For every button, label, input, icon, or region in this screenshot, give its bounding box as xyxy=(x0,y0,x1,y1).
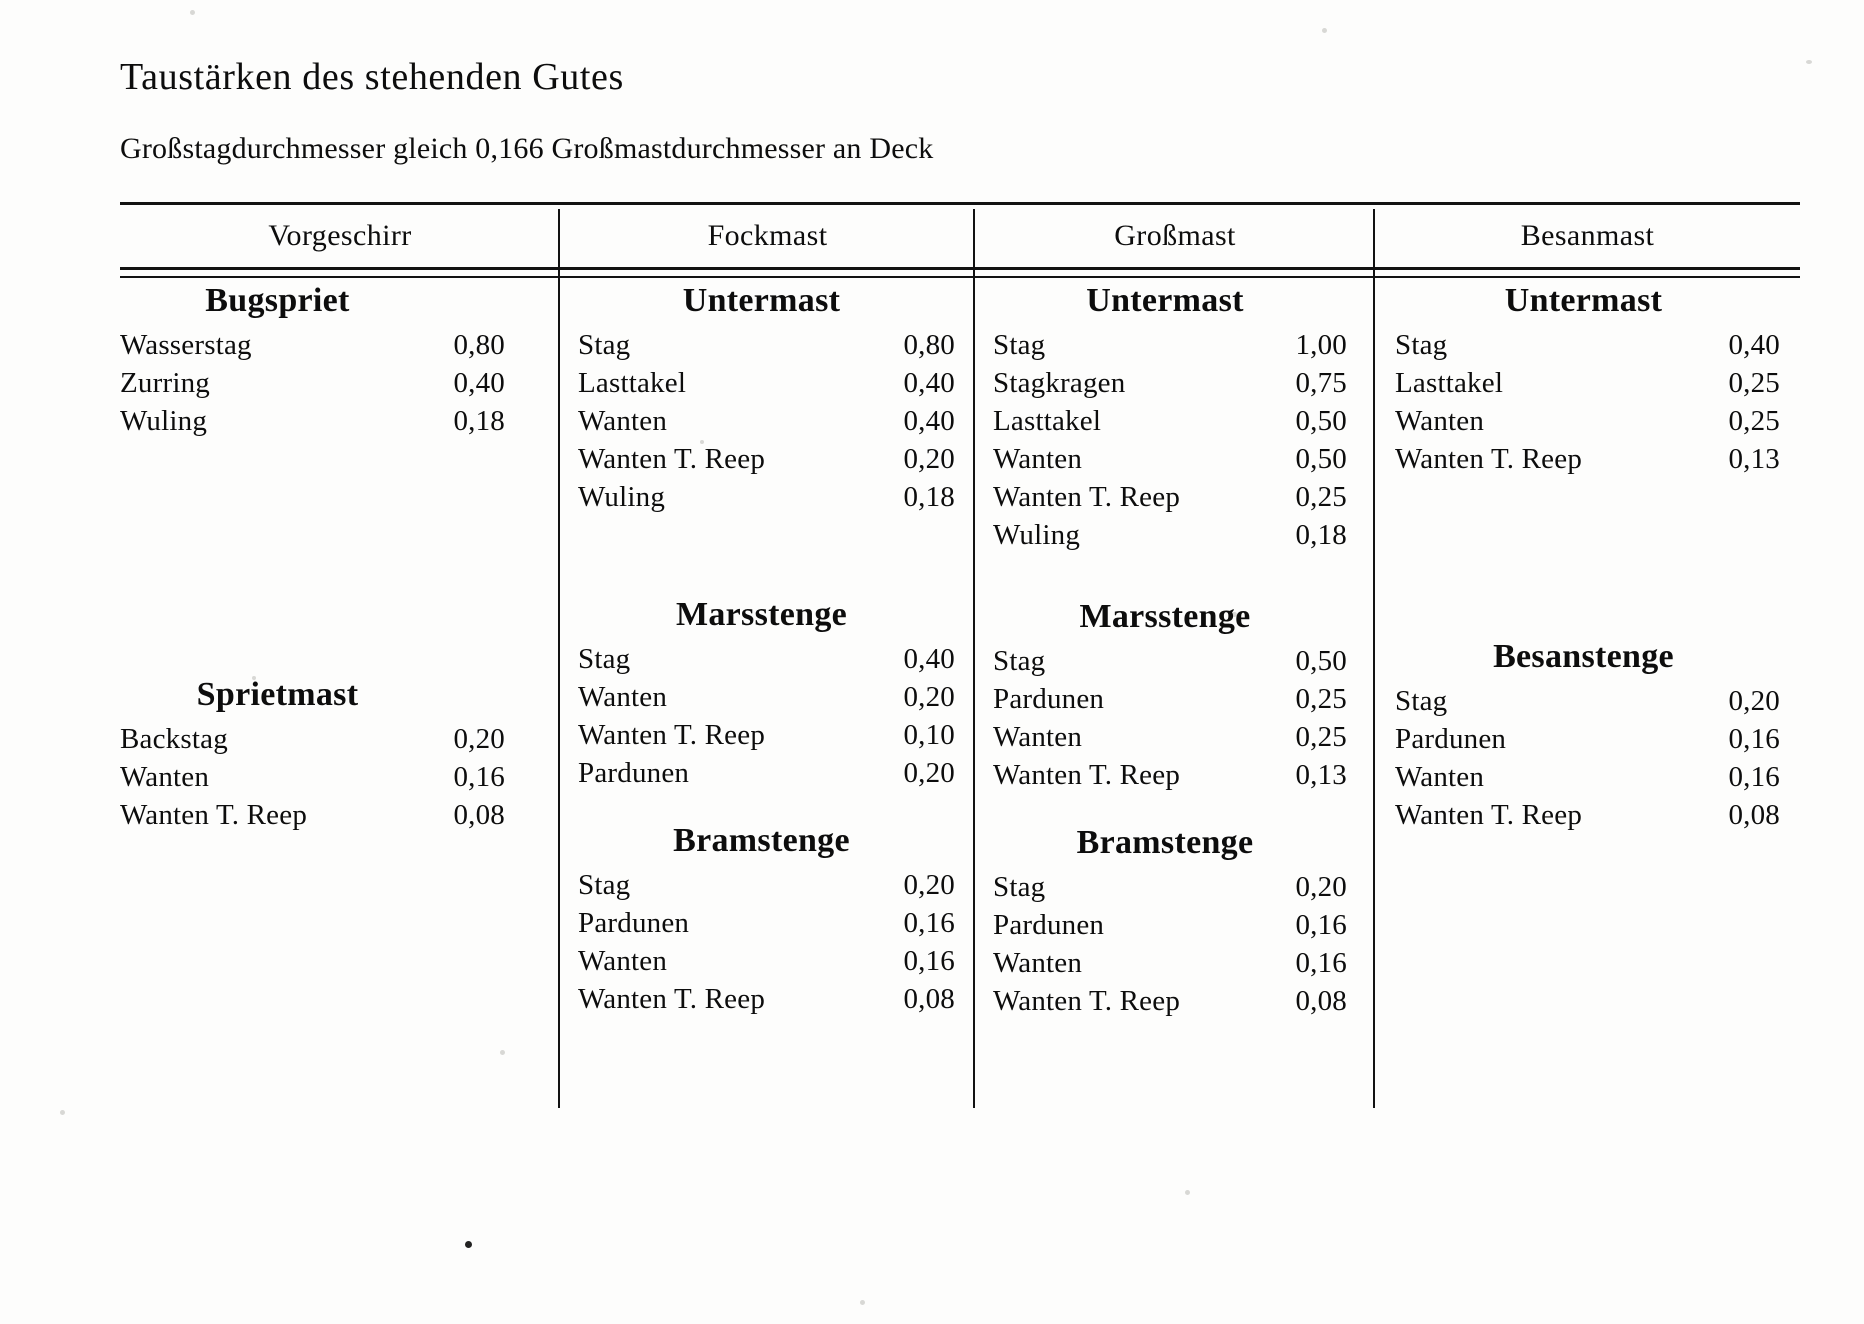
table-row: Wuling 0,18 xyxy=(120,405,505,437)
scan-speck xyxy=(465,1241,472,1248)
table-body xyxy=(120,278,1800,1138)
table-column-fockmast xyxy=(560,278,975,1138)
table-row: Pardunen 0,25 xyxy=(993,683,1347,715)
table-row: Wanten T. Reep 0,13 xyxy=(1395,443,1780,475)
table-row: Wanten T. Reep 0,08 xyxy=(120,799,505,831)
group-spacer xyxy=(993,554,1347,594)
table-header-rule xyxy=(120,267,1800,278)
group-sprietmast: Sprietmast Backstag 0,20 Wanten 0,16 Wanten T. Reep 0,08 xyxy=(120,676,505,834)
scan-speck xyxy=(860,1300,865,1305)
table-column-grossmast xyxy=(975,278,1375,1138)
group-besan-untermast: Untermast Stag 0,40 Lasttakel 0,25 Wanten 0,25 Wanten T. Reep 0,13 xyxy=(1395,282,1780,478)
table-row: Wanten 0,25 xyxy=(1395,405,1780,437)
table-row: Wanten 0,16 xyxy=(578,945,955,977)
group-fock-marsstenge: Marsstenge Stag 0,40 Wanten 0,20 Wanten T. Reep 0,10 Pardunen 0,20 xyxy=(578,596,955,792)
page-title: Taustärken des stehenden Gutes xyxy=(120,56,624,98)
group-spacer xyxy=(993,794,1347,820)
group-gross-marsstenge: Marsstenge Stag 0,50 Pardunen 0,25 Wanten 0,25 Wanten T. Reep 0,13 xyxy=(993,598,1347,794)
table-row: Wasserstag 0,80 xyxy=(120,329,505,361)
table-row: Pardunen 0,16 xyxy=(1395,723,1780,755)
table-row: Wanten T. Reep 0,08 xyxy=(1395,799,1780,831)
table-row: Zurring 0,40 xyxy=(120,367,505,399)
scan-speck xyxy=(1806,60,1812,64)
table-row: Wanten 0,20 xyxy=(578,681,955,713)
table-row: Stag 0,50 xyxy=(993,645,1347,677)
table-row: Stag 0,20 xyxy=(1395,685,1780,717)
table-row: Pardunen 0,16 xyxy=(993,909,1347,941)
table-row: Wanten 0,50 xyxy=(993,443,1347,475)
table-row: Lasttakel 0,50 xyxy=(993,405,1347,437)
table-row: Wanten T. Reep 0,25 xyxy=(993,481,1347,513)
table-header-cell-besanmast: Besanmast xyxy=(1520,219,1655,252)
scan-speck xyxy=(1185,1190,1190,1195)
group-bugspriet: Bugspriet Wasserstag 0,80 Zurring 0,40 Wuling 0,18 xyxy=(120,282,505,440)
group-fock-bramstenge: Bramstenge Stag 0,20 Pardunen 0,16 Wanten 0,16 Wanten T. Reep 0,08 xyxy=(578,822,955,1018)
table-row: Wanten 0,16 xyxy=(1395,761,1780,793)
table-row: Wanten 0,16 xyxy=(120,761,505,793)
group-spacer xyxy=(578,516,955,592)
group-spacer xyxy=(578,792,955,818)
table-row: Wanten 0,25 xyxy=(993,721,1347,753)
table-header-cell-vorgeschirr: Vorgeschirr xyxy=(120,219,560,253)
table-row: Wuling 0,18 xyxy=(993,519,1347,551)
table-column-vorgeschirr xyxy=(120,278,560,1138)
group-gross-bramstenge: Bramstenge Stag 0,20 Pardunen 0,16 Wanten 0,16 Wanten T. Reep 0,08 xyxy=(993,824,1347,1020)
table-row: Stag 0,80 xyxy=(578,329,955,361)
scan-speck xyxy=(60,1110,65,1115)
table-row: Wanten T. Reep 0,10 xyxy=(578,719,955,751)
table-row: Pardunen 0,20 xyxy=(578,757,955,789)
scan-speck xyxy=(190,10,195,15)
table-header-cell-fockmast: Fockmast xyxy=(560,219,975,253)
group-spacer xyxy=(1395,478,1780,634)
group-besanstenge: Besanstenge Stag 0,20 Pardunen 0,16 Wanten 0,16 Wanten T. Reep 0,08 xyxy=(1395,638,1780,834)
table-row: Stag 0,20 xyxy=(993,871,1347,903)
table-row: Stag 0,40 xyxy=(1395,329,1780,361)
rigging-table xyxy=(120,202,1800,1138)
table-row: Stag 1,00 xyxy=(993,329,1347,361)
table-row: Wanten 0,40 xyxy=(578,405,955,437)
group-spacer xyxy=(120,440,505,672)
group-gross-untermast: Untermast Stag 1,00 Stagkragen 0,75 Lasttakel 0,50 Wanten 0,50 Wanten T. Reep 0,25 Wuling 0,18 xyxy=(993,282,1347,554)
table-row: Stag 0,40 xyxy=(578,643,955,675)
table-header-cell-grossmast: Großmast xyxy=(975,219,1375,253)
group-fock-untermast: Untermast Stag 0,80 Lasttakel 0,40 Wanten 0,40 Wanten T. Reep 0,20 Wuling 0,18 xyxy=(578,282,955,516)
table-row: Wanten T. Reep 0,08 xyxy=(993,985,1347,1017)
table-header-row xyxy=(120,205,1800,267)
page-subtitle: Großstagdurchmesser gleich 0,166 Großmastdurchmesser an Deck xyxy=(120,132,934,165)
table-row: Pardunen 0,16 xyxy=(578,907,955,939)
table-row: Stag 0,20 xyxy=(578,869,955,901)
table-row: Backstag 0,20 xyxy=(120,723,505,755)
table-row: Wanten 0,16 xyxy=(993,947,1347,979)
table-column-besanmast xyxy=(1375,278,1800,1138)
table-row: Wanten T. Reep 0,20 xyxy=(578,443,955,475)
table-row: Lasttakel 0,40 xyxy=(578,367,955,399)
scan-speck xyxy=(1322,28,1327,33)
table-row: Wanten T. Reep 0,13 xyxy=(993,759,1347,791)
table-row: Wuling 0,18 xyxy=(578,481,955,513)
table-row: Lasttakel 0,25 xyxy=(1395,367,1780,399)
table-row: Wanten T. Reep 0,08 xyxy=(578,983,955,1015)
table-row: Stagkragen 0,75 xyxy=(993,367,1347,399)
